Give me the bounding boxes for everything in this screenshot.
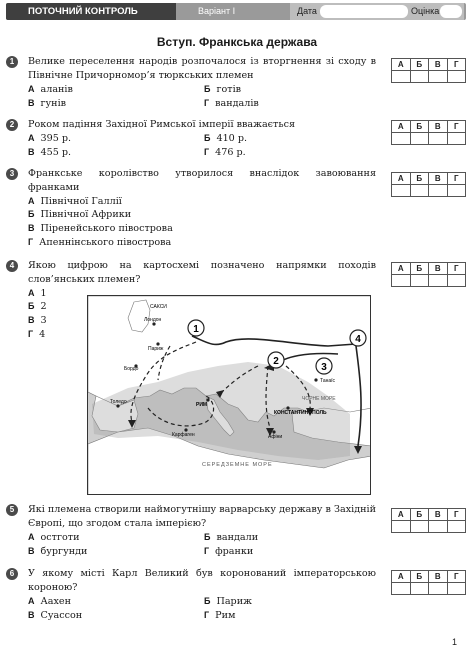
answer-cell[interactable] xyxy=(410,275,429,287)
question-text: У якому місті Карл Великий був коронований імператорською короною? xyxy=(28,568,376,593)
option-a[interactable]: А остготи xyxy=(28,531,80,543)
answer-cell[interactable] xyxy=(447,521,466,533)
options xyxy=(28,595,376,623)
options xyxy=(28,531,376,559)
answer-cell[interactable] xyxy=(447,71,466,83)
option-b[interactable]: Б вандали xyxy=(204,531,259,543)
answer-cell[interactable] xyxy=(410,583,429,595)
option-b[interactable]: Б 2 xyxy=(28,301,47,313)
question-6 xyxy=(6,567,376,623)
label-athens: Афіни xyxy=(268,434,283,440)
svg-text:1: 1 xyxy=(193,324,199,335)
answer-grid-2: А Б В Г xyxy=(391,120,466,145)
option-a[interactable]: А 395 р. xyxy=(28,132,72,144)
option-c[interactable]: В 3 xyxy=(28,315,47,327)
option-c[interactable]: В 455 р. xyxy=(28,146,72,158)
question-number: 6 xyxy=(6,568,18,580)
svg-text:3: 3 xyxy=(321,362,327,373)
answer-grid-4: А Б В Г xyxy=(391,262,466,287)
answer-grid-5: А Б В Г xyxy=(391,508,466,533)
migration-map xyxy=(87,295,371,495)
date-grade-area xyxy=(290,3,464,20)
question-3 xyxy=(6,167,376,250)
answer-cell[interactable] xyxy=(392,583,411,595)
date-label: Дата xyxy=(297,6,317,16)
option-b[interactable]: Б 410 р. xyxy=(204,132,248,144)
svg-text:2: 2 xyxy=(273,356,279,367)
option-d[interactable]: Г 4 xyxy=(28,328,46,340)
label-bordeaux: Бордо xyxy=(124,366,139,372)
option-a[interactable]: А аланів xyxy=(28,83,73,95)
option-b[interactable]: Б Північної Африки xyxy=(28,209,132,221)
answer-cell[interactable] xyxy=(392,133,411,145)
answer-cell[interactable] xyxy=(447,583,466,595)
page-number: 1 xyxy=(452,637,458,647)
svg-text:4: 4 xyxy=(355,334,361,345)
label-london: Лондон xyxy=(144,317,162,323)
grade-field[interactable] xyxy=(440,5,462,18)
answer-cell[interactable] xyxy=(392,521,411,533)
date-field[interactable] xyxy=(320,5,408,18)
answer-cell[interactable] xyxy=(447,275,466,287)
option-b[interactable]: Б готів xyxy=(204,83,242,95)
option-c[interactable]: В бургунди xyxy=(28,545,88,557)
answer-cell[interactable] xyxy=(429,583,448,595)
label-mediterranean: СЕРЕДЗЕМНЕ МОРЕ xyxy=(202,462,273,468)
answer-cell[interactable] xyxy=(392,71,411,83)
question-5 xyxy=(6,503,376,559)
answer-grid-3: А Б В Г xyxy=(391,172,466,197)
variant-label: Варіант І xyxy=(198,6,236,16)
option-d[interactable]: Г 476 р. xyxy=(204,146,246,158)
question-number: 4 xyxy=(6,260,18,272)
option-a[interactable]: А Північної Галлії xyxy=(28,195,122,207)
label-saxons: САКСИ xyxy=(150,304,167,310)
answer-cell[interactable] xyxy=(447,185,466,197)
label-carthage: Карфаген xyxy=(172,432,195,438)
header-bar xyxy=(6,3,466,20)
question-text: Якою цифрою на картосхемі позначено напрямки походів слов’янських племен? xyxy=(28,260,376,285)
option-c[interactable]: В Піренейського півострова xyxy=(28,223,173,235)
map-svg xyxy=(88,296,371,495)
option-d[interactable]: Г Апеннінського півострова xyxy=(28,236,172,248)
question-number: 3 xyxy=(6,168,18,180)
label-black-sea: ЧОРНЕ МОРЕ xyxy=(302,396,336,402)
option-d[interactable]: Г Рим xyxy=(204,609,236,621)
answer-cell[interactable] xyxy=(429,521,448,533)
page-title: Вступ. Франкська держава xyxy=(156,35,318,49)
map-marker-3 xyxy=(316,358,332,374)
answer-cell[interactable] xyxy=(392,185,411,197)
options xyxy=(28,195,376,250)
answer-cell[interactable] xyxy=(410,133,429,145)
answer-cell[interactable] xyxy=(392,275,411,287)
answer-cell[interactable] xyxy=(447,133,466,145)
answer-cell[interactable] xyxy=(410,521,429,533)
answer-cell[interactable] xyxy=(429,133,448,145)
question-2 xyxy=(6,118,376,160)
option-c[interactable]: В Суассон xyxy=(28,609,83,621)
question-number: 2 xyxy=(6,119,18,131)
answer-cell[interactable] xyxy=(410,71,429,83)
options xyxy=(28,83,376,111)
question-number: 1 xyxy=(6,56,18,68)
label-toledo: Толедо xyxy=(110,399,127,405)
question-1 xyxy=(6,55,376,111)
question-number: 5 xyxy=(6,504,18,516)
question-text: Які племена створили наймогутнішу варварську державу в Західній Європі, що згодом стала імперією? xyxy=(28,504,376,529)
question-text: Роком падіння Західної Римської імперії вважається xyxy=(28,119,295,130)
answer-grid-1: А Б В Г xyxy=(391,58,466,83)
grade-label: Оцінка xyxy=(411,6,440,16)
header-title: ПОТОЧНИЙ КОНТРОЛЬ xyxy=(6,3,176,20)
option-b[interactable]: Б Париж xyxy=(204,595,252,607)
map-marker-4 xyxy=(350,330,366,346)
label-paris: Париж xyxy=(148,346,164,352)
label-rome: РИМ xyxy=(196,402,208,408)
question-text: Велике переселення народів розпочалося із вторгнення зі сходу в Північне Причорномор’я тюркських племен xyxy=(28,56,376,81)
map-marker-2 xyxy=(268,352,284,368)
answer-grid-6: А Б В Г xyxy=(391,570,466,595)
label-constantinople: КОНСТАНТИНОПОЛЬ xyxy=(274,410,327,416)
option-a[interactable]: А 1 xyxy=(28,287,47,299)
option-d[interactable]: Г франки xyxy=(204,545,254,557)
answer-cell[interactable] xyxy=(429,185,448,197)
question-text: Франкське королівство утворилося внаслідок завоювання франками xyxy=(28,168,376,193)
option-d[interactable]: Г вандалів xyxy=(204,97,259,109)
map-marker-1 xyxy=(188,320,204,336)
option-a[interactable]: А Аахен xyxy=(28,595,71,607)
answer-cell[interactable] xyxy=(429,71,448,83)
options xyxy=(28,132,376,160)
answer-cell[interactable] xyxy=(410,185,429,197)
label-tanais: Танаїс xyxy=(320,378,336,384)
answer-cell[interactable] xyxy=(429,275,448,287)
option-c[interactable]: В гунів xyxy=(28,97,67,109)
city-dot-tanais xyxy=(314,378,317,381)
